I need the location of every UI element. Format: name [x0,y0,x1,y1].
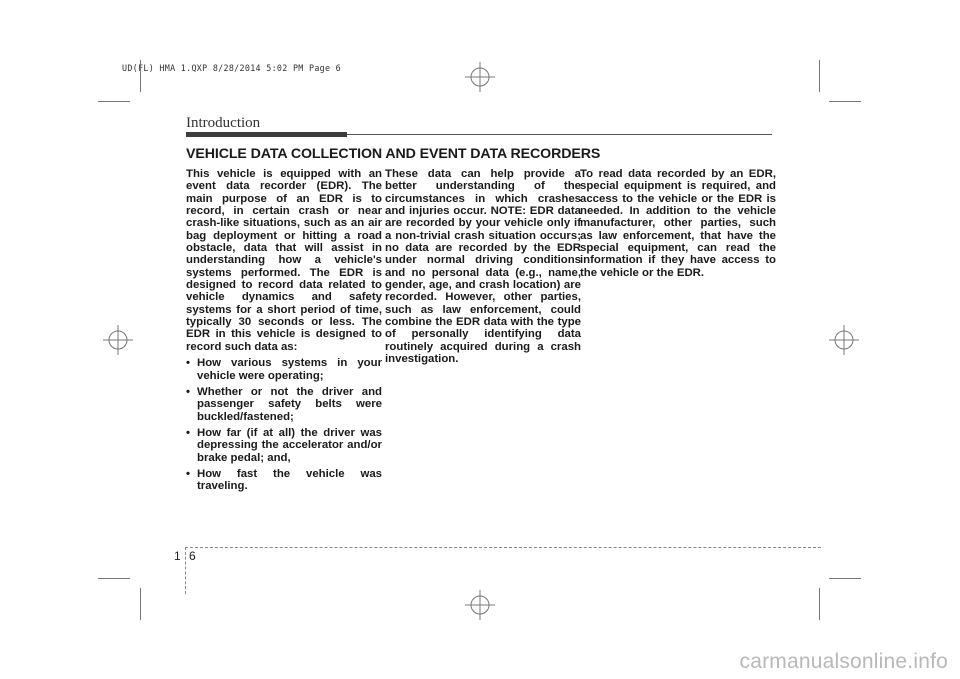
crop-mark-bottom-right-v [819,588,820,620]
registration-mark-right-icon [829,325,859,355]
list-item: • How far (if at all) the driver was depressing the accelerator and/or brake pedal; and, [186,426,382,464]
bullet-icon: • [186,426,190,439]
page-number: 6 [189,549,196,563]
crop-mark-bottom-right-h [829,578,861,579]
crop-mark-top-left-v [140,60,141,92]
watermark-text: carmanualsonline.info [739,650,948,673]
header-accent-bar [186,132,347,137]
footer-divider [185,547,186,594]
list-item: • How various systems in your vehicle were operating; [186,357,382,382]
registration-mark-bottom-icon [465,590,495,620]
body-paragraph: These data can help provide a better understanding of the circumstances in which crashes and injuries occur. NOTE: EDR data are recorded by your vehicle only if a non-trivial crash situation occurs; no data are recorded by the EDR under normal driving conditions and no personal data (e.g., name, gender, age, and crash location) are recorded. However, other parties, such as law enforcement, could combine the EDR data with the type of personally identifying data routinely acquired during a crash investigation. [385,168,581,366]
crop-mark-bottom-left-v [140,588,141,620]
footer-rule [185,547,821,548]
section-title: Introduction [186,115,261,131]
bullet-icon: • [186,467,190,480]
print-slug: UD(FL) HMA 1.QXP 8/28/2014 5:02 PM Page 6 [122,63,342,73]
body-paragraph: To read data recorded by an EDR, special equipment is required, and access to the vehicle or the EDR is needed. In addition to the vehicle manufacturer, other parties, such as law enforcement, that have the special equipment, can read the information if they have access to the vehicle or the EDR. [580,168,776,279]
recorded-data-list [186,357,382,492]
crop-mark-top-left-h [98,101,130,102]
text-column-3 [580,168,776,279]
bullet-icon: • [186,357,190,370]
intro-paragraph: This vehicle is equipped with an event data recorder (EDR). The main purpose of an EDR is to record, in certain crash or near crash-like situations, such as an air bag deployment or hitting a road obstacle, data that will assist in understanding how a vehicle's systems performed. The EDR is designed to record data related to vehicle dynamics and safety systems for a short period of time, typically 30 seconds or less. The EDR in this vehicle is designed to record such data as: [186,168,382,353]
page-heading: VEHICLE DATA COLLECTION AND EVENT DATA RECORDERS [186,146,601,162]
chapter-number: 1 [174,549,181,563]
bullet-icon: • [186,385,190,398]
crop-mark-top-right-v [819,60,820,92]
text-column-2 [385,168,581,366]
list-item: • Whether or not the driver and passenger safety belts were buckled/fastened; [186,385,382,423]
crop-mark-bottom-left-h [98,578,130,579]
registration-mark-left-icon [103,325,133,355]
text-column-1 [186,168,382,493]
list-item: • How fast the vehicle was traveling. [186,467,382,493]
registration-mark-top-icon [465,62,495,92]
crop-mark-top-right-h [829,101,861,102]
